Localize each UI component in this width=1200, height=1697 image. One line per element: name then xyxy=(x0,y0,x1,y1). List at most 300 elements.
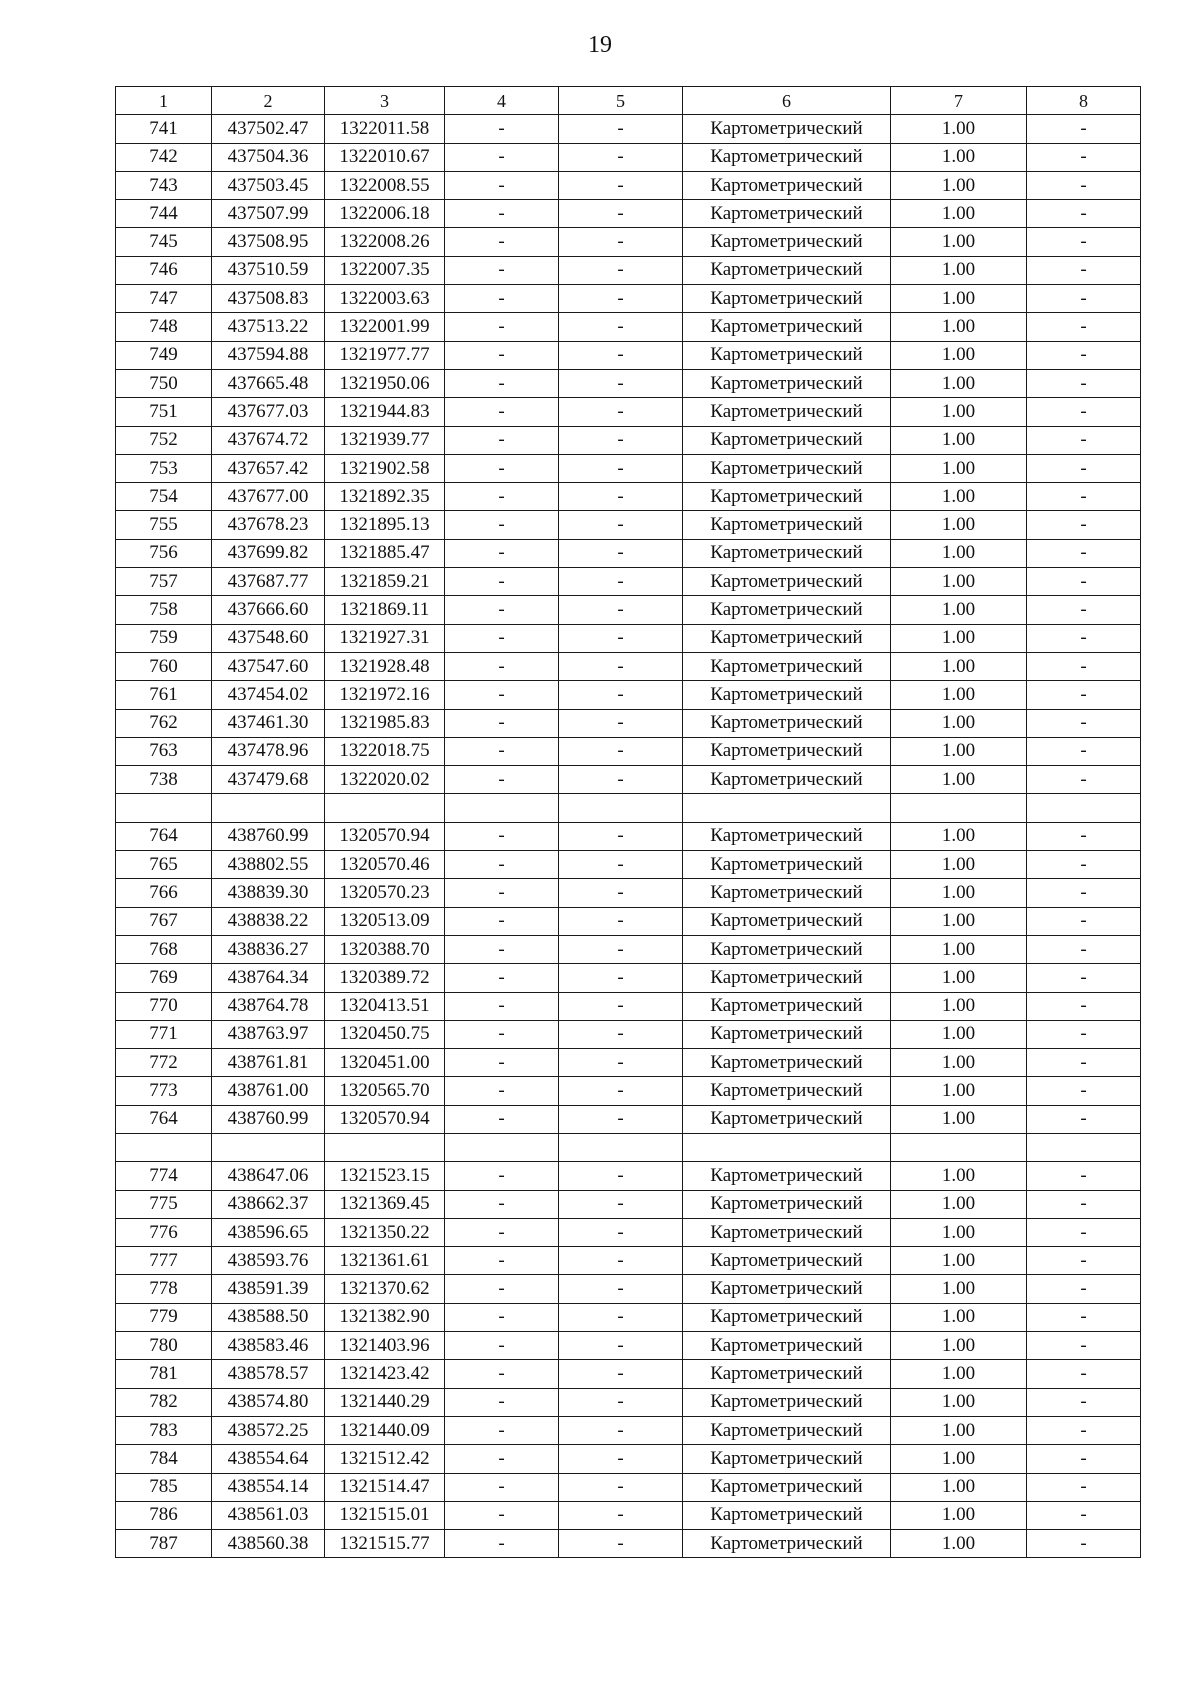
table-cell: 1322011.58 xyxy=(325,115,445,143)
table-cell: Картометрический xyxy=(683,511,891,539)
table-cell: - xyxy=(445,652,559,680)
table-cell: 1322006.18 xyxy=(325,200,445,228)
table-cell: 1321370.62 xyxy=(325,1275,445,1303)
table-cell: 437657.42 xyxy=(212,454,325,482)
table-cell: 1.00 xyxy=(891,426,1027,454)
column-header: 7 xyxy=(891,87,1027,115)
table-cell: Картометрический xyxy=(683,907,891,935)
table-cell xyxy=(559,1133,683,1161)
table-cell: 1321885.47 xyxy=(325,539,445,567)
table-cell: - xyxy=(1027,1445,1141,1473)
table-cell: 1321972.16 xyxy=(325,681,445,709)
table-cell: 437508.95 xyxy=(212,228,325,256)
table-cell: 1321950.06 xyxy=(325,369,445,397)
table-cell: 1.00 xyxy=(891,1162,1027,1190)
table-row xyxy=(116,681,1141,709)
table-cell: - xyxy=(559,1388,683,1416)
table-cell: - xyxy=(559,341,683,369)
table-cell: - xyxy=(559,1473,683,1501)
table-cell: 437507.99 xyxy=(212,200,325,228)
table-cell: Картометрический xyxy=(683,596,891,624)
table-cell: 767 xyxy=(116,907,212,935)
table-body xyxy=(116,115,1141,1558)
table-cell: 437677.00 xyxy=(212,483,325,511)
table-cell: Картометрический xyxy=(683,766,891,794)
table-cell: - xyxy=(445,1473,559,1501)
table-cell: 1.00 xyxy=(891,822,1027,850)
table-cell: - xyxy=(1027,483,1141,511)
table-row xyxy=(116,766,1141,794)
table-cell: - xyxy=(559,539,683,567)
table-cell: - xyxy=(559,511,683,539)
table-separator-row xyxy=(116,1133,1141,1161)
table-cell: 751 xyxy=(116,398,212,426)
table-cell: 1.00 xyxy=(891,596,1027,624)
table-cell: 1.00 xyxy=(891,1530,1027,1558)
table-cell: - xyxy=(445,539,559,567)
table-cell: - xyxy=(1027,1247,1141,1275)
table-cell: - xyxy=(559,1303,683,1331)
table-cell: 1.00 xyxy=(891,341,1027,369)
table-cell: 438554.64 xyxy=(212,1445,325,1473)
table-cell: - xyxy=(559,652,683,680)
table-cell: - xyxy=(1027,907,1141,935)
table-cell: 1321350.22 xyxy=(325,1218,445,1246)
table-cell: Картометрический xyxy=(683,1445,891,1473)
table-cell: - xyxy=(1027,652,1141,680)
table-cell: - xyxy=(559,1049,683,1077)
table-cell xyxy=(212,1133,325,1161)
table-cell: - xyxy=(559,709,683,737)
table-cell: 1.00 xyxy=(891,143,1027,171)
table-cell: 1321512.42 xyxy=(325,1445,445,1473)
table-cell: - xyxy=(445,398,559,426)
table-cell: - xyxy=(1027,766,1141,794)
table-cell: 1321895.13 xyxy=(325,511,445,539)
table-cell: 1.00 xyxy=(891,115,1027,143)
table-cell: 783 xyxy=(116,1416,212,1444)
table-cell: - xyxy=(445,1247,559,1275)
table-cell: 1321977.77 xyxy=(325,341,445,369)
table-cell: 785 xyxy=(116,1473,212,1501)
table-row xyxy=(116,171,1141,199)
table-cell: 1320565.70 xyxy=(325,1077,445,1105)
table-cell: 1320570.94 xyxy=(325,822,445,850)
table-cell: 1.00 xyxy=(891,1332,1027,1360)
table-cell: - xyxy=(445,1332,559,1360)
table-cell: 438593.76 xyxy=(212,1247,325,1275)
table-cell: - xyxy=(1027,1473,1141,1501)
table-cell: 438764.34 xyxy=(212,964,325,992)
table-cell: - xyxy=(1027,879,1141,907)
table-cell: 750 xyxy=(116,369,212,397)
table-cell: 1.00 xyxy=(891,1190,1027,1218)
table-cell: 437504.36 xyxy=(212,143,325,171)
table-cell: - xyxy=(559,568,683,596)
table-cell xyxy=(891,1133,1027,1161)
column-header: 5 xyxy=(559,87,683,115)
table-cell: 1.00 xyxy=(891,313,1027,341)
table-cell: - xyxy=(1027,964,1141,992)
table-cell: 771 xyxy=(116,1020,212,1048)
table-cell: - xyxy=(445,1218,559,1246)
table-cell: 1.00 xyxy=(891,1105,1027,1133)
table-cell: 1.00 xyxy=(891,1077,1027,1105)
table-row xyxy=(116,935,1141,963)
table-cell: 787 xyxy=(116,1530,212,1558)
table-cell: 438802.55 xyxy=(212,851,325,879)
table-cell: - xyxy=(445,285,559,313)
table-cell: 438583.46 xyxy=(212,1332,325,1360)
table-cell: - xyxy=(445,992,559,1020)
table-cell: 1320451.00 xyxy=(325,1049,445,1077)
table-cell: Картометрический xyxy=(683,1105,891,1133)
table-cell: 437454.02 xyxy=(212,681,325,709)
table-cell: 745 xyxy=(116,228,212,256)
table-cell: 762 xyxy=(116,709,212,737)
table-cell: - xyxy=(445,1388,559,1416)
table-cell: - xyxy=(445,737,559,765)
table-cell: 768 xyxy=(116,935,212,963)
table-row xyxy=(116,1388,1141,1416)
table-cell: Картометрический xyxy=(683,1501,891,1529)
table-row xyxy=(116,256,1141,284)
table-cell: 1.00 xyxy=(891,766,1027,794)
table-cell: 1321361.61 xyxy=(325,1247,445,1275)
table-cell: 1322010.67 xyxy=(325,143,445,171)
table-cell: - xyxy=(559,1020,683,1048)
table-cell: - xyxy=(559,1530,683,1558)
table-cell: - xyxy=(559,1275,683,1303)
table-cell: 1321859.21 xyxy=(325,568,445,596)
table-cell: - xyxy=(1027,935,1141,963)
table-cell: - xyxy=(1027,341,1141,369)
table-cell: 1.00 xyxy=(891,398,1027,426)
table-cell xyxy=(212,794,325,822)
table-cell: - xyxy=(559,1501,683,1529)
table-row xyxy=(116,398,1141,426)
table-cell: - xyxy=(1027,1049,1141,1077)
table-cell: Картометрический xyxy=(683,483,891,511)
table-cell: - xyxy=(1027,511,1141,539)
table-cell: Картометрический xyxy=(683,426,891,454)
table-cell: Картометрический xyxy=(683,1332,891,1360)
table-cell: - xyxy=(559,426,683,454)
table-cell: 1.00 xyxy=(891,681,1027,709)
table-cell: 438764.78 xyxy=(212,992,325,1020)
table-cell: - xyxy=(1027,1388,1141,1416)
table-cell: - xyxy=(445,681,559,709)
table-cell: 1321523.15 xyxy=(325,1162,445,1190)
table-cell: 778 xyxy=(116,1275,212,1303)
table-cell: - xyxy=(559,624,683,652)
table-cell: - xyxy=(559,1360,683,1388)
table-row xyxy=(116,341,1141,369)
table-cell: 1321869.11 xyxy=(325,596,445,624)
table-cell: - xyxy=(1027,822,1141,850)
table-cell: 749 xyxy=(116,341,212,369)
table-cell: Картометрический xyxy=(683,454,891,482)
table-cell: - xyxy=(445,483,559,511)
table-cell: - xyxy=(1027,369,1141,397)
table-cell: Картометрический xyxy=(683,624,891,652)
table-cell: 1322007.35 xyxy=(325,256,445,284)
table-cell: 437479.68 xyxy=(212,766,325,794)
table-cell: 756 xyxy=(116,539,212,567)
table-cell: 775 xyxy=(116,1190,212,1218)
table-cell: - xyxy=(1027,313,1141,341)
table-cell: - xyxy=(1027,1020,1141,1048)
table-cell: 781 xyxy=(116,1360,212,1388)
table-row xyxy=(116,1077,1141,1105)
table-cell: 437678.23 xyxy=(212,511,325,539)
column-header: 6 xyxy=(683,87,891,115)
table-cell: 438839.30 xyxy=(212,879,325,907)
table-cell: - xyxy=(559,1332,683,1360)
table-cell: Картометрический xyxy=(683,1247,891,1275)
table-cell: - xyxy=(559,596,683,624)
table-cell: - xyxy=(559,1105,683,1133)
table-cell: 438578.57 xyxy=(212,1360,325,1388)
table-cell: 437513.22 xyxy=(212,313,325,341)
table-row xyxy=(116,1501,1141,1529)
table-cell: Картометрический xyxy=(683,822,891,850)
table-cell: Картометрический xyxy=(683,737,891,765)
table-cell: 1321944.83 xyxy=(325,398,445,426)
table-cell: 1320388.70 xyxy=(325,935,445,963)
table-cell: 437677.03 xyxy=(212,398,325,426)
table-cell: Картометрический xyxy=(683,1190,891,1218)
table-cell: 1322008.26 xyxy=(325,228,445,256)
table-cell: 1.00 xyxy=(891,454,1027,482)
table-row xyxy=(116,369,1141,397)
table-cell: 765 xyxy=(116,851,212,879)
table-cell: 741 xyxy=(116,115,212,143)
table-cell xyxy=(445,1133,559,1161)
column-header: 3 xyxy=(325,87,445,115)
table-row xyxy=(116,1247,1141,1275)
table-cell: Картометрический xyxy=(683,568,891,596)
table-cell: - xyxy=(1027,171,1141,199)
table-cell: - xyxy=(1027,1190,1141,1218)
table-cell: 438761.00 xyxy=(212,1077,325,1105)
table-cell: - xyxy=(1027,426,1141,454)
table-cell: Картометрический xyxy=(683,200,891,228)
table-cell: - xyxy=(559,681,683,709)
table-cell: 758 xyxy=(116,596,212,624)
table-cell: - xyxy=(445,766,559,794)
table-cell: 437547.60 xyxy=(212,652,325,680)
table-cell: 1.00 xyxy=(891,568,1027,596)
table-cell: - xyxy=(559,992,683,1020)
table-cell: 738 xyxy=(116,766,212,794)
table-cell: 786 xyxy=(116,1501,212,1529)
table-cell: Картометрический xyxy=(683,964,891,992)
table-cell: - xyxy=(445,115,559,143)
table-cell: - xyxy=(559,1077,683,1105)
table-cell: Картометрический xyxy=(683,369,891,397)
table-cell: Картометрический xyxy=(683,709,891,737)
table-cell xyxy=(559,794,683,822)
table-row xyxy=(116,879,1141,907)
table-cell: - xyxy=(559,200,683,228)
table-cell: 1.00 xyxy=(891,228,1027,256)
table-cell: 766 xyxy=(116,879,212,907)
table-cell: 1.00 xyxy=(891,1416,1027,1444)
table-cell: - xyxy=(1027,568,1141,596)
table-cell: 1.00 xyxy=(891,1275,1027,1303)
table-cell: 1322001.99 xyxy=(325,313,445,341)
table-cell: 437503.45 xyxy=(212,171,325,199)
table-cell: - xyxy=(559,285,683,313)
table-cell: 770 xyxy=(116,992,212,1020)
table-cell: - xyxy=(445,1530,559,1558)
table-cell: 1.00 xyxy=(891,1020,1027,1048)
table-cell: 1320570.94 xyxy=(325,1105,445,1133)
table-row xyxy=(116,964,1141,992)
table-cell: 438662.37 xyxy=(212,1190,325,1218)
table-cell: 1321440.29 xyxy=(325,1388,445,1416)
table-row xyxy=(116,1049,1141,1077)
table-cell: 1.00 xyxy=(891,1473,1027,1501)
table-cell: 1.00 xyxy=(891,935,1027,963)
table-cell: - xyxy=(559,1247,683,1275)
table-cell: - xyxy=(1027,1530,1141,1558)
table-cell: 1321440.09 xyxy=(325,1416,445,1444)
table-cell: - xyxy=(559,313,683,341)
table-cell: 1320450.75 xyxy=(325,1020,445,1048)
table-cell: Картометрический xyxy=(683,285,891,313)
table-cell: 784 xyxy=(116,1445,212,1473)
table-cell: 759 xyxy=(116,624,212,652)
table-cell: Картометрический xyxy=(683,398,891,426)
table-cell: Картометрический xyxy=(683,681,891,709)
table-cell: 1320513.09 xyxy=(325,907,445,935)
table-cell: 437594.88 xyxy=(212,341,325,369)
table-cell: 1.00 xyxy=(891,709,1027,737)
table-row xyxy=(116,822,1141,850)
table-cell: - xyxy=(559,171,683,199)
table-cell: 764 xyxy=(116,1105,212,1133)
table-cell: - xyxy=(1027,398,1141,426)
table-cell: - xyxy=(445,341,559,369)
table-cell: 437548.60 xyxy=(212,624,325,652)
table-cell: 755 xyxy=(116,511,212,539)
table-cell: 1.00 xyxy=(891,1360,1027,1388)
table-cell: 1.00 xyxy=(891,256,1027,284)
table-cell: - xyxy=(559,228,683,256)
table-cell: 1.00 xyxy=(891,369,1027,397)
table-cell xyxy=(116,1133,212,1161)
table-cell: - xyxy=(1027,992,1141,1020)
table-cell: 779 xyxy=(116,1303,212,1331)
table-cell: - xyxy=(445,709,559,737)
table-cell: Картометрический xyxy=(683,1218,891,1246)
table-cell: 438761.81 xyxy=(212,1049,325,1077)
table-cell: 760 xyxy=(116,652,212,680)
table-cell: 780 xyxy=(116,1332,212,1360)
table-cell: 1321892.35 xyxy=(325,483,445,511)
table-cell: 438836.27 xyxy=(212,935,325,963)
table-cell: - xyxy=(559,398,683,426)
table-cell: - xyxy=(445,879,559,907)
table-cell: - xyxy=(445,1049,559,1077)
table-cell: Картометрический xyxy=(683,1530,891,1558)
table-row xyxy=(116,1332,1141,1360)
table-cell: 437674.72 xyxy=(212,426,325,454)
table-cell: - xyxy=(1027,1303,1141,1331)
table-cell: - xyxy=(445,1077,559,1105)
table-cell: Картометрический xyxy=(683,851,891,879)
table-row xyxy=(116,313,1141,341)
table-cell: Картометрический xyxy=(683,313,891,341)
table-cell: - xyxy=(445,1190,559,1218)
table-cell: 1321939.77 xyxy=(325,426,445,454)
column-header: 8 xyxy=(1027,87,1141,115)
table-cell: - xyxy=(1027,143,1141,171)
table-cell: Картометрический xyxy=(683,1077,891,1105)
table-cell: 438554.14 xyxy=(212,1473,325,1501)
table-cell: 748 xyxy=(116,313,212,341)
table-cell: - xyxy=(1027,624,1141,652)
table-row xyxy=(116,624,1141,652)
table-cell: - xyxy=(445,369,559,397)
table-cell: 438560.38 xyxy=(212,1530,325,1558)
table-cell: - xyxy=(445,1162,559,1190)
table-cell: 1.00 xyxy=(891,1445,1027,1473)
table-cell: - xyxy=(1027,285,1141,313)
table-cell: 753 xyxy=(116,454,212,482)
table-cell: 1321514.47 xyxy=(325,1473,445,1501)
table-row xyxy=(116,1020,1141,1048)
table-row xyxy=(116,1473,1141,1501)
table-cell: Картометрический xyxy=(683,256,891,284)
table-cell: - xyxy=(445,596,559,624)
table-cell: - xyxy=(445,143,559,171)
table-cell: - xyxy=(445,1501,559,1529)
table-row xyxy=(116,115,1141,143)
table-row xyxy=(116,539,1141,567)
table-cell: Картометрический xyxy=(683,1275,891,1303)
table-row xyxy=(116,1218,1141,1246)
table-row xyxy=(116,511,1141,539)
table-cell: - xyxy=(559,483,683,511)
table-row xyxy=(116,992,1141,1020)
table-cell: - xyxy=(1027,851,1141,879)
table-cell: - xyxy=(1027,737,1141,765)
table-cell: 438760.99 xyxy=(212,1105,325,1133)
table-cell: - xyxy=(559,256,683,284)
column-header: 1 xyxy=(116,87,212,115)
table-cell: 1.00 xyxy=(891,1247,1027,1275)
table-header-row xyxy=(116,87,1141,115)
table-cell: 1.00 xyxy=(891,992,1027,1020)
table-cell: - xyxy=(445,454,559,482)
table-cell: - xyxy=(559,1416,683,1444)
table-cell: - xyxy=(559,369,683,397)
page-number: 19 xyxy=(588,32,612,58)
table-cell: - xyxy=(445,313,559,341)
table-cell: 746 xyxy=(116,256,212,284)
table-cell: - xyxy=(1027,1275,1141,1303)
table-cell xyxy=(445,794,559,822)
table-cell: 782 xyxy=(116,1388,212,1416)
table-cell: - xyxy=(559,143,683,171)
table-row xyxy=(116,1275,1141,1303)
table-cell: - xyxy=(1027,1077,1141,1105)
table-cell: 777 xyxy=(116,1247,212,1275)
table-cell: - xyxy=(1027,1501,1141,1529)
